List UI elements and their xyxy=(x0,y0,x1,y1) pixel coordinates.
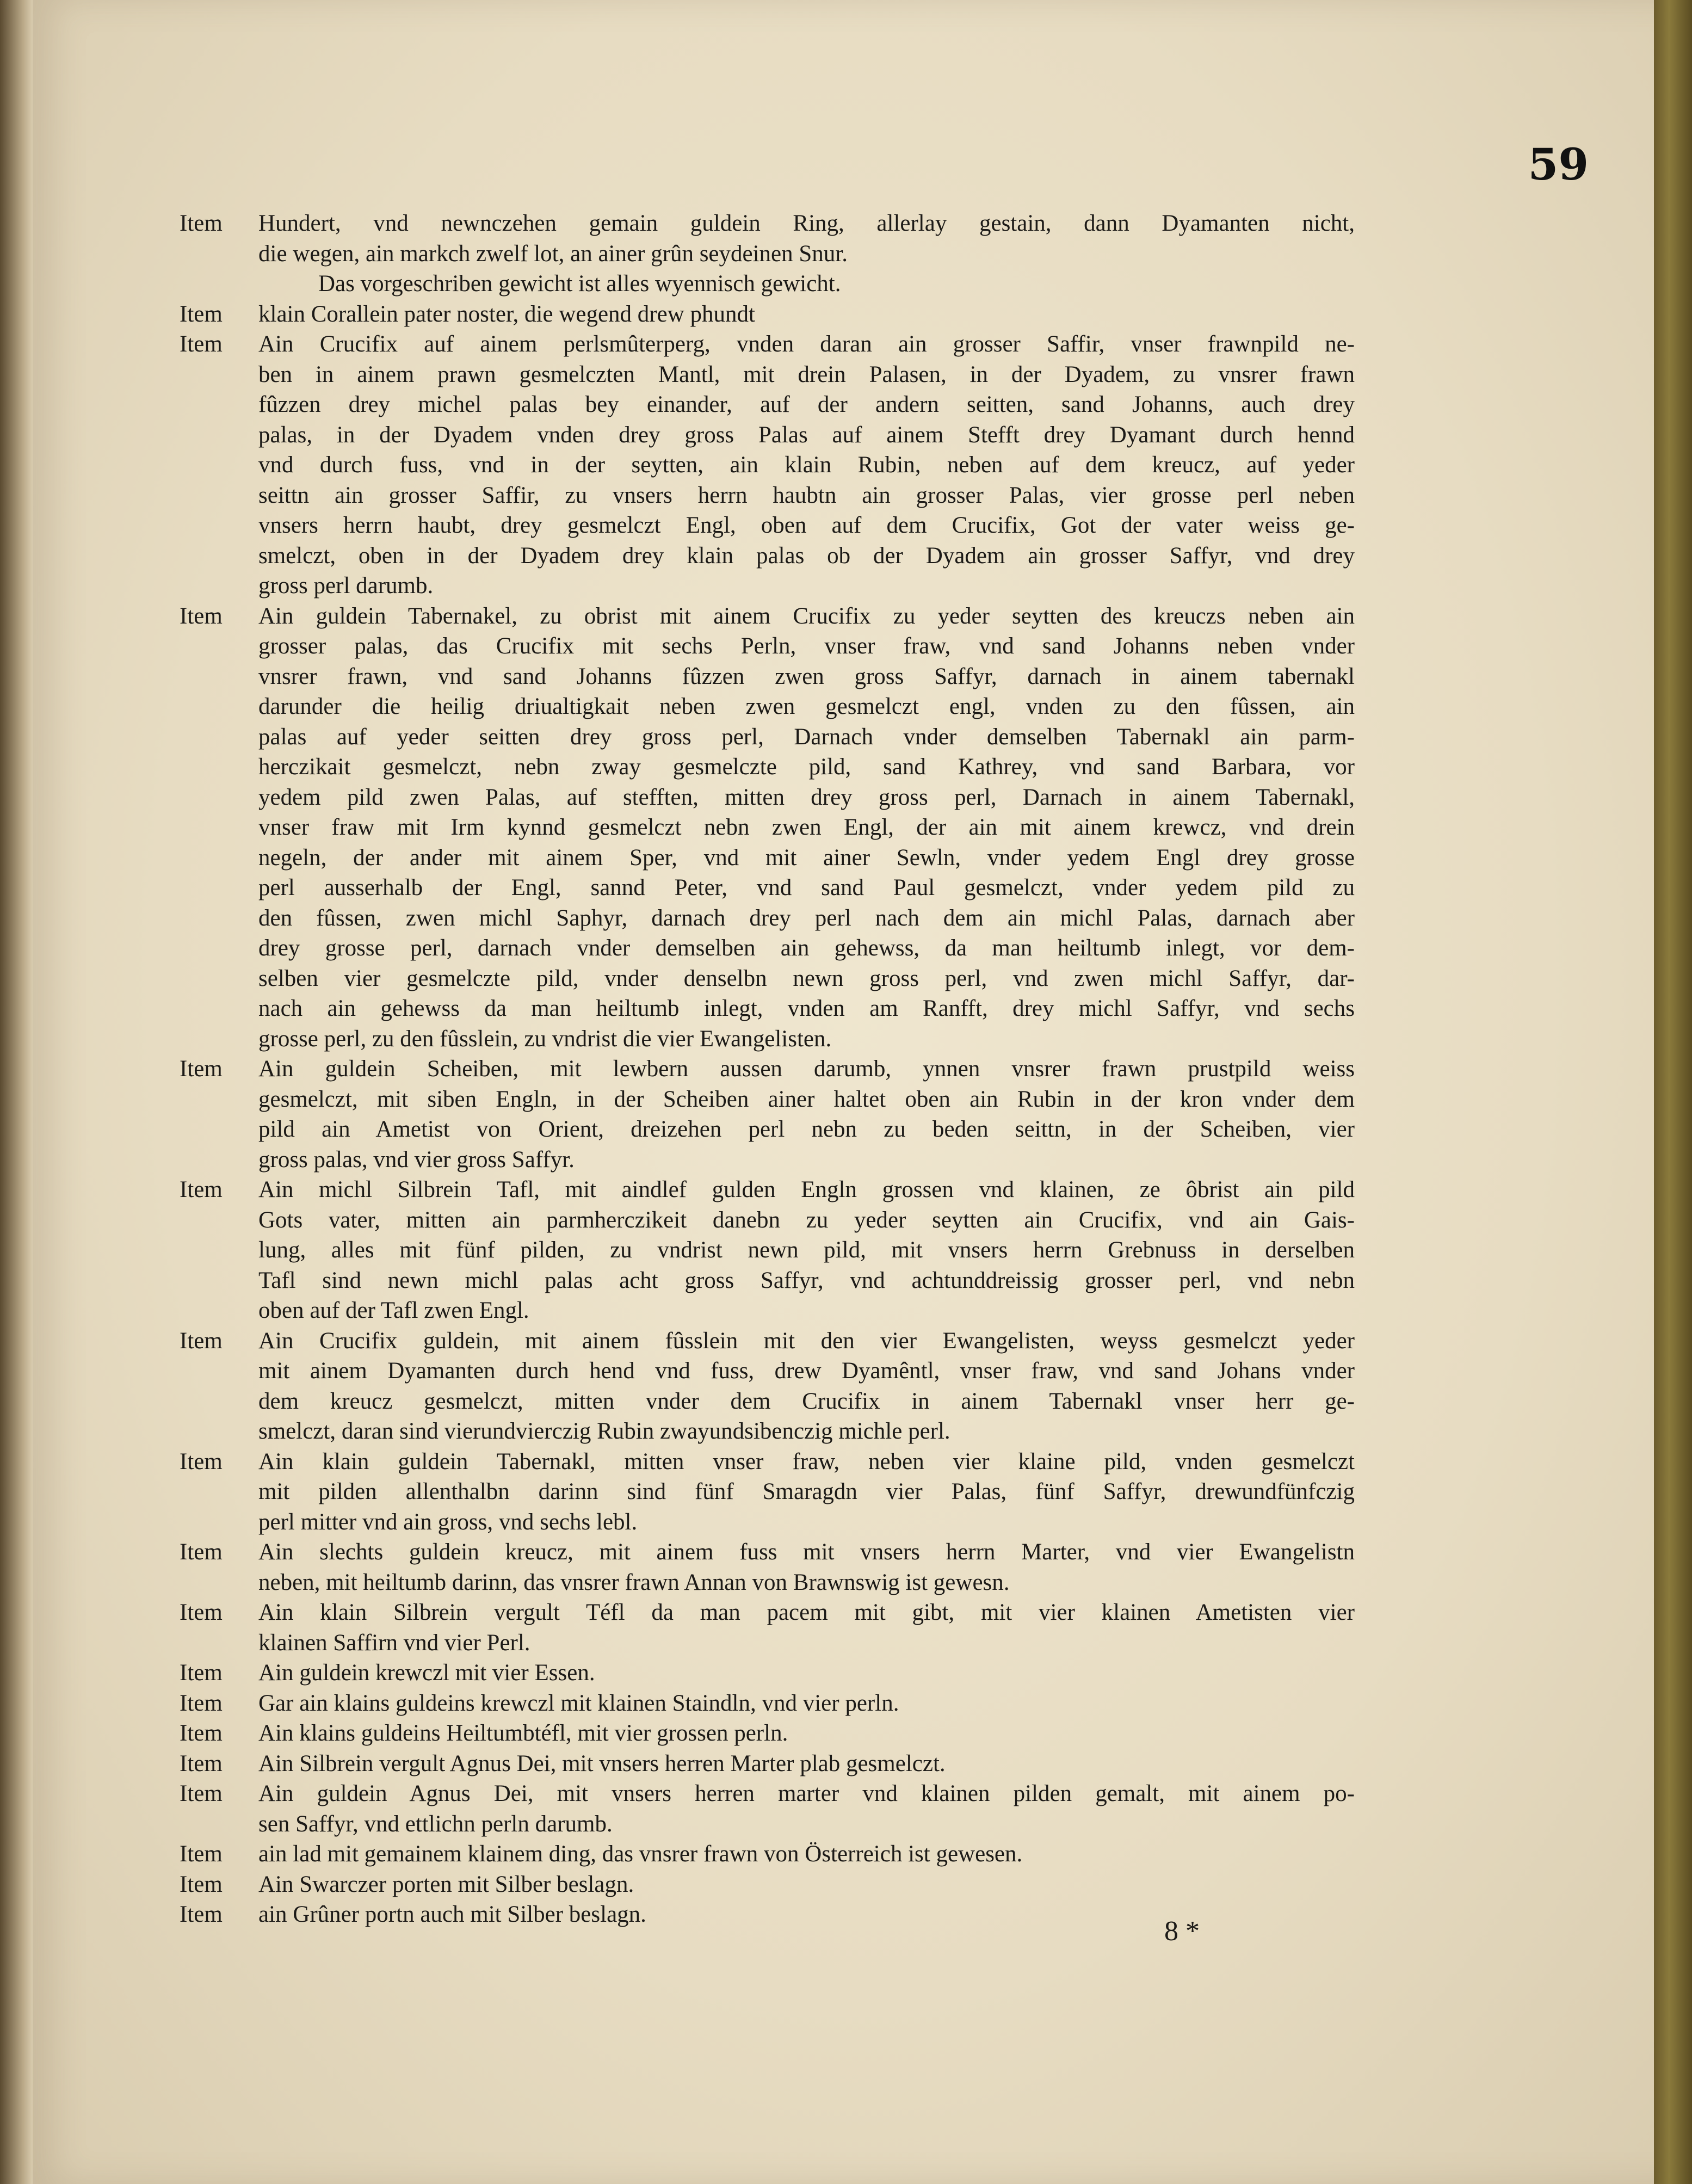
entry-line: Ain Swarczer porten mit Silber beslagn. xyxy=(258,1871,634,1897)
entry-text xyxy=(258,208,1355,269)
entry-line: Ain guldein Scheiben, mit lewbern aussen darumb, ynnen vnsrer frawn prustpild weiss xyxy=(258,1056,1355,1082)
entry-line: darunder die heilig driualtigkait neben zwen gesmelczt engl, vnden zu den fûssen, ain xyxy=(258,694,1355,719)
entry-line: herczikait gesmelczt, nebn zway gesmelczte pild, sand Kathrey, vnd sand Barbara, vor xyxy=(258,754,1355,780)
entry-label: Item xyxy=(180,211,223,236)
entry-text xyxy=(258,1870,1355,1900)
entry-line: Gar ain klains guldeins krewczl mit klainen Staindln, vnd vier perln. xyxy=(258,1690,899,1716)
entry-line: sen Saffyr, vnd ettlichn perln darumb. xyxy=(258,1811,613,1837)
page xyxy=(33,0,1670,2184)
entry-text xyxy=(258,329,1355,601)
entry-label: Item xyxy=(180,1600,223,1625)
entry-line: Ain Crucifix guldein, mit ainem fûsslein mit den vier Ewangelisten, weyss gesmelczt yeder xyxy=(258,1328,1355,1354)
entry-line: mit ainem Dyamanten durch hend vnd fuss, drew Dyamêntl, vnser fraw, vnd sand Johans vnder xyxy=(258,1358,1355,1384)
entry-line: grosser palas, das Crucifix mit sechs Perln, vnser fraw, vnd sand Johanns neben vnder xyxy=(258,633,1355,659)
entry-line: Hundert, vnd newnczehen gemain guldein Ring, allerlay gestain, dann Dyamanten nicht, xyxy=(258,211,1355,236)
entry-text xyxy=(258,1779,1355,1839)
inventory-entry xyxy=(180,1537,1355,1597)
entry-line: oben auf der Tafl zwen Engl. xyxy=(258,1298,529,1323)
entry-label: Item xyxy=(180,603,223,629)
entry-label: Item xyxy=(180,1448,223,1474)
entry-line: lung, alles mit fünf pilden, zu vndrist newn pild, mit vnsers herrn Grebnuss in derselben xyxy=(258,1237,1355,1263)
entry-line: Ain Silbrein vergult Agnus Dei, mit vnsers herren Marter plab gesmelczt. xyxy=(258,1750,946,1776)
entry-line: Ain klains guldeins Heiltumbtéfl, mit vier grossen perln. xyxy=(258,1720,788,1746)
entry-line: Ain Crucifix auf ainem perlsmûterperg, vnden daran ain grosser Saffir, vnser frawnpild ne- xyxy=(258,331,1355,357)
entry-line: seittn ain grosser Saffir, zu vnsers herrn haubtn ain grosser Palas, vier grosse perl neben xyxy=(258,482,1355,508)
entry-line: Ain klain Silbrein vergult Téfl da man pacem mit gibt, mit vier klainen Ametisten vier xyxy=(258,1600,1355,1625)
inventory-entry xyxy=(180,329,1355,601)
entry-label: Item xyxy=(180,1328,223,1354)
entry-line: Das vorgeschriben gewicht ist alles wyennisch gewicht. xyxy=(318,271,841,297)
entry-label: Item xyxy=(180,1871,223,1897)
entry-line: negeln, der ander mit ainem Sper, vnd mit ainer Sewln, vnder yedem Engl drey grosse xyxy=(258,844,1355,871)
inventory-entry xyxy=(180,1054,1355,1175)
entry-line: pild ain Ametist von Orient, dreizehen perl nebn zu beden seittn, in der Scheiben, vier xyxy=(258,1116,1355,1142)
entry-label: Item xyxy=(180,1056,223,1082)
inventory-entry xyxy=(180,1779,1355,1839)
entry-line: Ain klain guldein Tabernakl, mitten vnser fraw, neben vier klaine pild, vnden gesmelczt xyxy=(258,1448,1355,1474)
entry-text xyxy=(258,1688,1355,1719)
entry-line: ain lad mit gemainem klainem ding, das vnsrer frawn von Österreich ist gewesen. xyxy=(258,1841,1023,1867)
entry-line: Ain guldein Agnus Dei, mit vnsers herren marter vnd klainen pilden gemalt, mit ainem po- xyxy=(258,1781,1355,1806)
entry-line: Ain slechts guldein kreucz, mit ainem fuss mit vnsers herrn Marter, vnd vier Ewangelistn xyxy=(258,1539,1355,1565)
page-number: 59 xyxy=(1528,139,1589,190)
inventory-entry xyxy=(180,1749,1355,1779)
inventory-entry xyxy=(180,299,1355,330)
entry-line: klain Corallein pater noster, die wegend drew phundt xyxy=(258,301,755,327)
entry-text xyxy=(258,1718,1355,1749)
entry-line: klainen Saffirn vnd vier Perl. xyxy=(258,1630,530,1656)
entry-label: Item xyxy=(180,1539,223,1565)
entry-text xyxy=(258,1447,1355,1538)
entry-line: Ain guldein krewczl mit vier Essen. xyxy=(258,1660,595,1686)
entry-line: gross perl darumb. xyxy=(258,573,434,599)
entry-line: palas, in der Dyadem vnden drey gross Palas auf ainem Stefft drey Dyamant durch hennd xyxy=(258,422,1355,448)
entry-label: Item xyxy=(180,301,223,327)
entry-line: ben in ainem prawn gesmelczten Mantl, mit drein Palasen, in der Dyadem, zu vnsrer frawn xyxy=(258,361,1355,387)
entry-text xyxy=(258,1175,1355,1326)
entry-text xyxy=(258,1839,1355,1870)
entry-line: Tafl sind newn michl palas acht gross Saffyr, vnd achtunddreissig grosser perl, vnd nebn xyxy=(258,1267,1355,1293)
entry-text xyxy=(258,1597,1355,1658)
entry-line: selben vier gesmelczte pild, vnder denselbn newn gross perl, vnd zwen michl Saffyr, dar- xyxy=(258,965,1355,991)
entry-label: Item xyxy=(180,1660,223,1686)
inventory-entry xyxy=(180,1597,1355,1658)
entry-text xyxy=(258,1054,1355,1175)
inventory-entry xyxy=(180,601,1355,1054)
inventory-entry xyxy=(180,1839,1355,1870)
entry-line: vnsers herrn haubt, drey gesmelczt Engl, oben auf dem Crucifix, Got der vater weiss ge- xyxy=(258,513,1355,538)
book-edge xyxy=(1654,0,1692,2184)
entry-text xyxy=(258,1749,1355,1779)
entry-label: Item xyxy=(180,1690,223,1716)
entry-label xyxy=(180,269,258,299)
entry-label: Item xyxy=(180,1781,223,1806)
entry-label: Item xyxy=(180,331,223,357)
entry-line: palas auf yeder seitten drey gross perl, Darnach vnder demselben Tabernakl ain parm- xyxy=(258,724,1355,750)
entry-line: fûzzen drey michel palas bey einander, auf der andern seitten, sand Johanns, auch drey xyxy=(258,392,1355,417)
entry-label: Item xyxy=(180,1177,223,1202)
entry-line: nach ain gehewss da man heiltumb inlegt, vnden am Ranfft, drey michl Saffyr, vnd sechs xyxy=(258,996,1355,1021)
book-gutter xyxy=(0,0,33,2184)
inventory-entry xyxy=(180,1870,1355,1900)
entry-label: Item xyxy=(180,1720,223,1746)
entry-line: vnd durch fuss, vnd in der seytten, ain klain Rubin, neben auf dem kreucz, auf yeder xyxy=(258,452,1355,478)
entry-line: smelczt, oben in der Dyadem drey klain palas ob der Dyadem ain grosser Saffyr, vnd drey xyxy=(258,542,1355,569)
inventory-entry xyxy=(180,208,1355,269)
entry-line: drey grosse perl, darnach vnder demselben ain gehewss, da man heiltumb inlegt, vor dem- xyxy=(258,935,1355,961)
entry-line: vnsrer frawn, vnd sand Johanns fûzzen zwen gross Saffyr, darnach in ainem tabernakl xyxy=(258,663,1355,689)
inventory-entry xyxy=(180,1175,1355,1326)
inventory-entry xyxy=(180,269,1355,299)
entry-line: grosse perl, zu den fûsslein, zu vndrist die vier Ewangelisten. xyxy=(258,1026,832,1052)
entry-text xyxy=(258,1658,1355,1688)
inventory-entry xyxy=(180,1688,1355,1719)
inventory-entry xyxy=(180,1447,1355,1538)
entry-line: Ain guldein Tabernakel, zu obrist mit ainem Crucifix zu yeder seytten des kreuczs neben ain xyxy=(258,603,1355,629)
entry-label: Item xyxy=(180,1841,223,1867)
entry-line: Gots vater, mitten ain parmherczikeit danebn zu yeder seytten ain Crucifix, vnd ain Gais- xyxy=(258,1207,1355,1233)
entry-line: mit pilden allenthalbn darinn sind fünf Smaragdn vier Palas, fünf Saffyr, drewundfünfczig xyxy=(258,1479,1355,1504)
inventory-list xyxy=(180,208,1355,1930)
entry-line: neben, mit heiltumb darinn, das vnsrer frawn Annan von Brawnswig ist gewesn. xyxy=(258,1569,1010,1595)
inventory-entry xyxy=(180,1326,1355,1447)
entry-label: Item xyxy=(180,1902,223,1927)
entry-line: den fûssen, zwen michl Saphyr, darnach drey perl nach dem ain michl Palas, darnach aber xyxy=(258,905,1355,931)
entry-text xyxy=(258,269,1355,299)
entry-text xyxy=(258,299,1355,330)
entry-line: perl ausserhalb der Engl, sannd Peter, vnd sand Paul gesmelczt, vnder yedem pild zu xyxy=(258,875,1355,900)
entry-line: vnser fraw mit Irm kynnd gesmelczt nebn zwen Engl, der ain mit ainem krewcz, vnd drein xyxy=(258,815,1355,840)
signature-mark: 8 * xyxy=(1164,1916,1200,1947)
entry-line: yedem pild zwen Palas, auf stefften, mitten drey gross perl, Darnach in ainem Tabernakl, xyxy=(258,784,1355,810)
entry-line: gesmelczt, mit siben Engln, in der Scheiben ainer haltet oben ain Rubin in der kron vnder dem xyxy=(258,1086,1355,1112)
inventory-entry xyxy=(180,1658,1355,1688)
entry-label: Item xyxy=(180,1750,223,1776)
entry-line: die wegen, ain markch zwelf lot, an ainer grûn seydeinen Snur. xyxy=(258,240,848,267)
entry-line: ain Grûner portn auch mit Silber beslagn. xyxy=(258,1902,646,1927)
entry-line: dem kreucz gesmelczt, mitten vnder dem Crucifix in ainem Tabernakl vnser herr ge- xyxy=(258,1388,1355,1414)
entry-text xyxy=(258,601,1355,1054)
entry-line: smelczt, daran sind vierundvierczig Rubin zwayundsibenczig michle perl. xyxy=(258,1418,950,1444)
inventory-entry xyxy=(180,1718,1355,1749)
entry-text xyxy=(258,1326,1355,1447)
entry-line: perl mitter vnd ain gross, vnd sechs lebl. xyxy=(258,1509,638,1535)
entry-line: Ain michl Silbrein Tafl, mit aindlef gulden Engln grossen vnd klainen, ze ôbrist ain pild xyxy=(258,1177,1355,1202)
entry-text xyxy=(258,1537,1355,1597)
entry-line: gross palas, vnd vier gross Saffyr. xyxy=(258,1146,575,1173)
